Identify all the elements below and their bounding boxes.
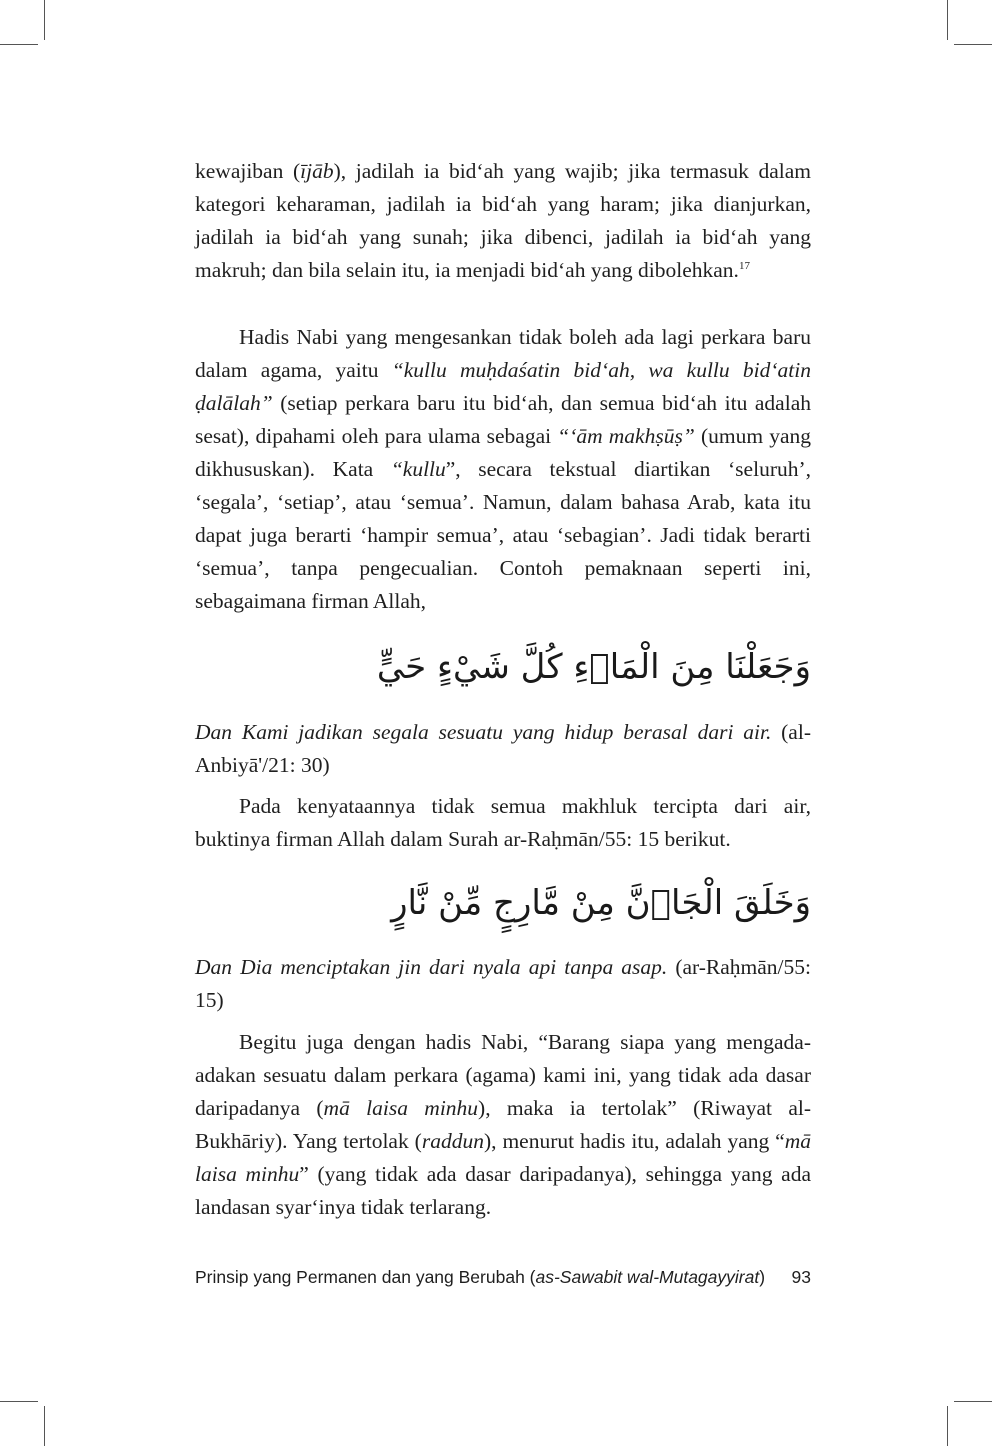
- text: ”, secara tekstual diartikan ‘seluruh’, ‘segala’, ‘setiap’, atau ‘semua’. Namun, dalam bahasa Arab, kata itu dapat juga berarti ‘hampir semua’, atau ‘sebagian’. Jadi tidak berarti ‘semua’, tanpa pengecualian. Contoh pemaknaan seperti ini, sebagaimana firman Allah,: [195, 457, 812, 613]
- running-title-text: ): [759, 1267, 766, 1287]
- crop-mark: [947, 0, 948, 40]
- italic-term: ījāb: [300, 159, 334, 183]
- paragraph-2: [195, 321, 811, 618]
- italic-term: “kullu: [390, 457, 446, 481]
- arabic-verse-2: وَخَلَقَ الْجَاۤنَّ مِنْ مَّارِجٍ مِّنْ نَّارٍ: [391, 883, 811, 923]
- text: Hadis Nabi yang mengesankan tidak boleh ada lagi perkara baru dalam agama, yaitu: [195, 325, 811, 382]
- arabic-verse-1: وَجَعَلْنَا مِنَ الْمَاۤءِ كُلَّ شَيْءٍ حَيٍّ: [376, 647, 811, 687]
- page-number: 93: [791, 1267, 811, 1287]
- crop-mark: [0, 44, 38, 45]
- paragraph-1: [195, 155, 811, 287]
- text: (setiap perkara baru itu bid‘ah, dan semua bid‘ah itu adalah sesat), dipahami oleh para ulama sebagai: [195, 391, 811, 448]
- crop-mark: [954, 44, 992, 45]
- verse-2-translation: [195, 951, 811, 1017]
- italic-quote: “kullu muḥdaśatin bid‘ah, wa kullu bid‘atin ḍalālah”: [195, 358, 811, 415]
- paragraph-4: [195, 1026, 811, 1224]
- crop-mark: [947, 1406, 948, 1446]
- page-footer: [195, 1267, 811, 1288]
- italic-term: “‘ām makhṣūṣ”: [557, 424, 695, 448]
- text: ), maka ia tertolak” (Riwayat al-Bukhāriy). Yang tertolak (: [195, 1096, 811, 1153]
- text: Begitu juga dengan hadis Nabi, “Barang siapa yang mengada-adakan sesuatu dalam perkara (agama) kami ini, yang tidak ada dasar daripadanya (: [195, 1030, 811, 1120]
- verse-reference: (al-Anbiyā'/21: 30): [195, 720, 811, 777]
- verse-1-translation: [195, 716, 811, 782]
- text: ), menurut hadis itu, adalah yang “: [483, 1129, 785, 1153]
- verse-reference: (ar-Raḥmān/55: 15): [195, 955, 812, 1012]
- italic-term: raddun: [421, 1129, 484, 1153]
- italic-term: mā laisa minhu: [195, 1129, 812, 1186]
- running-title-italic: as-Sawabit wal-Mutagayyirat: [535, 1267, 760, 1287]
- text: Pada kenyataannya tidak semua makhluk tercipta dari air, buktinya firman Allah dalam Surah ar-Raḥmān/55: 15 berikut.: [195, 794, 811, 851]
- running-title-text: Prinsip yang Permanen dan yang Berubah (: [195, 1267, 536, 1287]
- running-title: [195, 1267, 765, 1288]
- crop-mark: [0, 1401, 38, 1402]
- text: ), jadilah ia bid‘ah yang wajib; jika termasuk dalam kategori keharaman, jadilah ia bid‘ah yang haram; jika dianjurkan, jadilah ia bid‘ah yang sunah; jika dibenci, jadilah ia bid‘ah yang makruh; dan bila selain itu, ia menjadi bid‘ah yang dibolehkan.: [195, 159, 811, 282]
- text: kewajiban (: [195, 159, 301, 183]
- crop-mark: [44, 0, 45, 40]
- translation-text: Dan Dia menciptakan jin dari nyala api tanpa asap.: [195, 955, 668, 979]
- crop-mark: [44, 1406, 45, 1446]
- translation-text: Dan Kami jadikan segala sesuatu yang hidup berasal dari air.: [195, 720, 772, 744]
- paragraph-3: [195, 790, 811, 856]
- footnote-ref[interactable]: 17: [738, 259, 750, 272]
- italic-term: mā laisa minhu: [323, 1096, 479, 1120]
- text: (umum yang dikhususkan). Kata: [195, 424, 811, 481]
- crop-mark: [954, 1401, 992, 1402]
- text: ” (yang tidak ada dasar daripadanya), sehingga yang ada landasan syar‘inya tidak terlarang.: [195, 1162, 811, 1219]
